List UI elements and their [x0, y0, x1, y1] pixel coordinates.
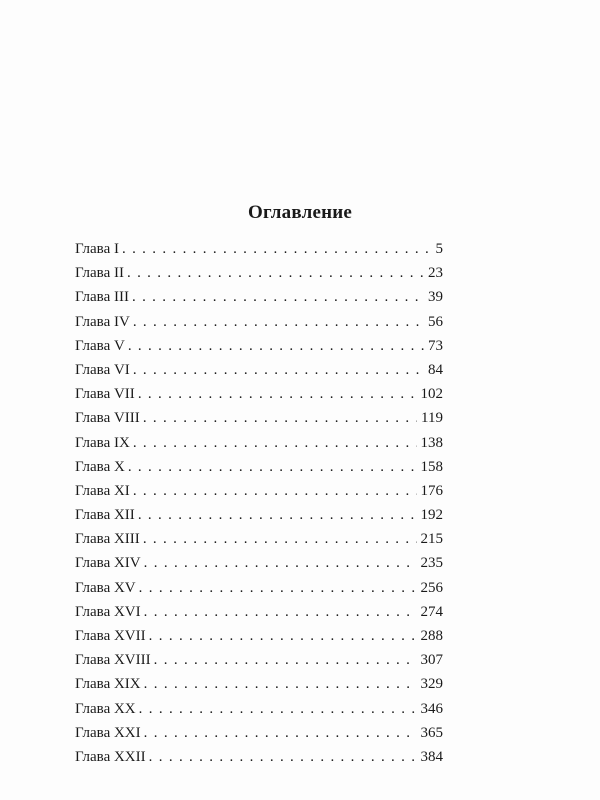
- toc-page-number: 39: [428, 289, 443, 306]
- toc-dot-leader: [139, 576, 417, 600]
- toc-entry[interactable]: [75, 600, 443, 624]
- toc-entry-label: Глава II: [75, 265, 124, 282]
- toc-entry[interactable]: [75, 551, 443, 575]
- toc-entry[interactable]: [75, 334, 443, 358]
- toc-dot-leader: [133, 310, 424, 334]
- toc-entry-label: Глава VII: [75, 386, 135, 403]
- toc-dot-leader: [144, 600, 417, 624]
- toc-dot-leader: [138, 503, 417, 527]
- toc-entry-label: Глава XVII: [75, 628, 146, 644]
- toc-dot-leader: [138, 382, 417, 406]
- toc-entry-label: Глава XXI: [75, 724, 141, 741]
- toc-entry-label: Глава XI: [75, 482, 130, 499]
- toc-page-number: 288: [420, 628, 443, 644]
- toc-entry[interactable]: [75, 576, 443, 600]
- toc-entry-label: Глава XVI: [75, 603, 141, 620]
- toc-page-number: 102: [420, 386, 443, 403]
- toc-entry-label: Глава IX: [75, 434, 130, 451]
- toc-dot-leader: [149, 624, 417, 648]
- toc-entry[interactable]: [75, 358, 443, 382]
- toc-page-number: 215: [420, 531, 443, 548]
- toc-page-number: 346: [420, 700, 443, 717]
- toc-entry[interactable]: [75, 503, 443, 527]
- toc-entry[interactable]: [75, 624, 443, 648]
- toc-entry-label: Глава V: [75, 337, 125, 354]
- toc-dot-leader: [128, 455, 417, 479]
- toc-page-number: 158: [420, 458, 443, 475]
- toc-entry-label: Глава X: [75, 458, 125, 475]
- toc-page-number: 365: [420, 724, 443, 741]
- toc-title: Оглавление: [247, 202, 353, 223]
- toc-page-number: 192: [420, 507, 443, 524]
- toc-entry[interactable]: [75, 721, 443, 745]
- toc-entry[interactable]: [75, 697, 443, 721]
- toc-entry-label: Глава XII: [75, 507, 135, 524]
- toc-entry-label: Глава VIII: [75, 410, 140, 427]
- toc-entry[interactable]: [75, 527, 443, 551]
- toc-entry[interactable]: [75, 672, 443, 696]
- toc-dot-leader: [144, 551, 417, 575]
- toc-entry-label: Глава XIII: [75, 531, 140, 548]
- toc-entry[interactable]: [75, 479, 443, 503]
- toc-page-number: 384: [420, 748, 443, 765]
- toc-entry-label: Глава XXII: [75, 748, 146, 765]
- toc-dot-leader: [149, 745, 417, 769]
- toc-entry-label: Глава I: [75, 241, 119, 257]
- toc-entry-label: Глава VI: [75, 361, 130, 378]
- toc-dot-leader: [154, 648, 417, 672]
- toc-page-number: 119: [421, 410, 443, 427]
- toc-entry[interactable]: [75, 261, 443, 285]
- toc-page-number: 307: [420, 652, 443, 669]
- toc-entry[interactable]: [75, 431, 443, 455]
- toc-page-number: 274: [420, 603, 443, 620]
- toc-page-number: 73: [428, 337, 443, 354]
- toc-page-number: 84: [428, 361, 443, 378]
- toc-page-number: 23: [428, 265, 443, 282]
- toc-page-number: 256: [420, 579, 443, 596]
- toc-dot-leader: [144, 672, 417, 696]
- toc-page-number: 329: [420, 676, 443, 693]
- toc-dot-leader: [133, 358, 424, 382]
- toc-dot-leader: [128, 334, 424, 358]
- toc-entry-label: Глава XIV: [75, 555, 141, 572]
- toc-entry[interactable]: [75, 648, 443, 672]
- toc-dot-leader: [139, 697, 417, 721]
- toc-entry-label: Глава XVIII: [75, 652, 151, 669]
- toc-entry-label: Глава III: [75, 289, 129, 306]
- toc-entry-label: Глава XV: [75, 579, 136, 596]
- toc-page-number: 138: [420, 434, 443, 451]
- toc-dot-leader: [133, 431, 417, 455]
- toc-dot-leader: [122, 237, 431, 261]
- toc-page-number: 5: [435, 241, 443, 257]
- toc-entry[interactable]: [75, 310, 443, 334]
- toc-dot-leader: [127, 261, 424, 285]
- toc-entry[interactable]: [75, 455, 443, 479]
- toc-page-number: 235: [420, 555, 443, 572]
- toc-entry[interactable]: [75, 745, 443, 769]
- toc-page-number: 56: [428, 313, 443, 330]
- toc-entry-label: Глава XX: [75, 700, 136, 717]
- toc-dot-leader: [132, 285, 424, 309]
- toc-entry[interactable]: [75, 406, 443, 430]
- toc-dot-leader: [143, 406, 417, 430]
- toc-entry-label: Глава IV: [75, 313, 130, 330]
- toc-list: [75, 237, 443, 769]
- toc-entry[interactable]: [75, 237, 443, 261]
- toc-dot-leader: [144, 721, 417, 745]
- toc-entry[interactable]: [75, 285, 443, 309]
- toc-page-number: 176: [420, 482, 443, 499]
- toc-dot-leader: [133, 479, 417, 503]
- toc-dot-leader: [143, 527, 417, 551]
- toc-entry-label: Глава XIX: [75, 676, 141, 693]
- toc-entry[interactable]: [75, 382, 443, 406]
